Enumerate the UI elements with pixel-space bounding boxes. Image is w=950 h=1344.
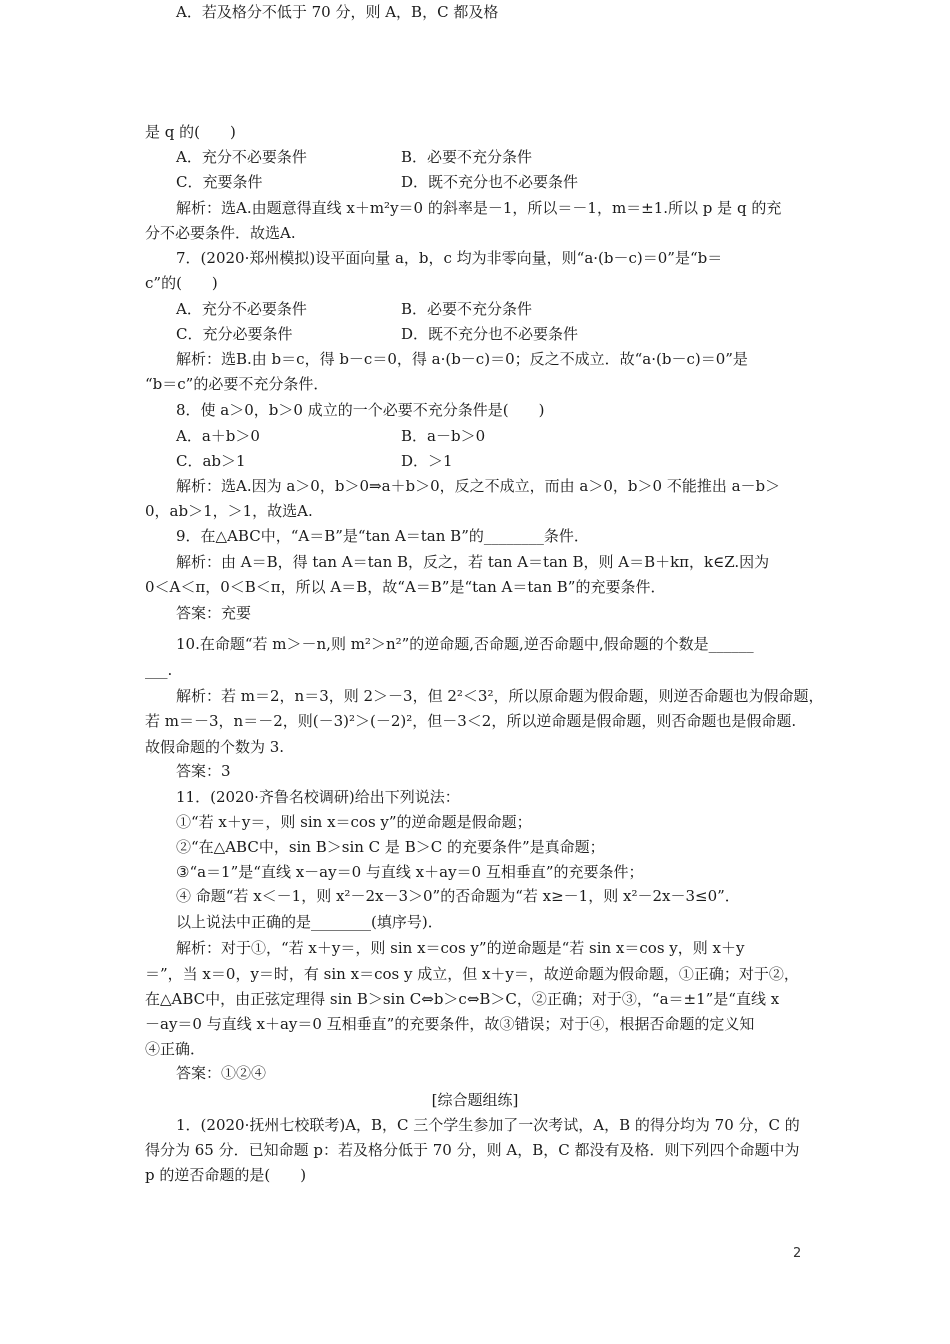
text-line: ④ 命题“若 x＜－1，则 x²－2x－3＞0”的否命题为“若 x≥－1，则 x²－2x－3≤0”． — [176, 887, 740, 905]
text-line: C．ab＞1 — [176, 452, 246, 470]
text-line: 解析：若 m＝2，n＝3，则 2＞－3，但 2²＜3²，所以原命题为假命题，则逆否命题也为假命题， — [176, 687, 824, 705]
text-line: c”的( ) — [145, 274, 218, 292]
text-line: 答案：3 — [176, 762, 231, 780]
page-number: 2 — [793, 1246, 802, 1261]
text-line: C．充分必要条件 — [176, 325, 293, 343]
text-line: B．必要不充分条件 — [401, 148, 533, 166]
text-line: 7．(2020·郑州模拟)设平面向量 a，b，c 均为非零向量，则“a·(b－c)＝0”是“b＝ — [176, 249, 723, 267]
text-line: ＝”，当 x＝0，y＝时，有 sin x＝cos y 成立，但 x＋y＝，故逆命题为假命题，①正确；对于②， — [145, 965, 799, 983]
text-line: 以上说法中正确的是________(填序号)． — [176, 913, 443, 931]
text-line: ___. — [145, 661, 173, 679]
text-line: p 的逆否命题的是( ) — [145, 1166, 307, 1184]
text-line: 得分为 65 分．已知命题 p：若及格分低于 70 分，则 A，B，C 都没有及格．则下列四个命题中为 — [145, 1141, 800, 1159]
text-line: 若 m＝－3，n＝－2，则(－3)²＞(－2)²，但－3＜2，所以逆命题是假命题，则否命题也是假命题. — [145, 712, 797, 730]
text-line: ④正确． — [145, 1040, 206, 1058]
text-line: 答案：①②④ — [176, 1064, 267, 1082]
section-heading: [综合题组练] — [431, 1091, 519, 1109]
text-line: 在△ABC中，由正弦定理得 sin B＞sin C⇔b＞c⇔B＞C，②正确；对于③，“a＝±1”是“直线 x — [145, 990, 780, 1008]
text-line: 0，ab＞1，＞1，故选A. — [145, 502, 313, 520]
text-line: 是 q 的( ) — [145, 123, 236, 141]
text-line: ①“若 x＋y＝，则 sin x＝cos y”的逆命题是假命题； — [176, 813, 532, 831]
text-line: A．充分不必要条件 — [176, 300, 307, 318]
text-line: A．若及格分不低于 70 分，则 A，B，C 都及格 — [176, 3, 499, 21]
text-line: 11．(2020·齐鲁名校调研)给出下列说法： — [176, 788, 460, 806]
text-line: －ay＝0 与直线 x＋ay＝0 互相垂直”的充要条件，故③错误；对于④，根据否命题的定义知 — [145, 1015, 755, 1033]
text-line: 答案：充要 — [176, 604, 252, 622]
text-line: B．必要不充分条件 — [401, 300, 533, 318]
text-line: D．＞1 — [401, 452, 453, 470]
text-line: D．既不充分也不必要条件 — [401, 325, 579, 343]
text-line: 解析：选A.因为 a＞0，b＞0⇒a＋b＞0，反之不成立，而由 a＞0，b＞0 不能推出 a－b＞ — [176, 477, 781, 495]
text-line: 解析：选B.由 b＝c，得 b－c＝0，得 a·(b－c)＝0；反之不成立．故“a·(b－c)＝0”是 — [176, 350, 748, 368]
text-line: C．充要条件 — [176, 173, 263, 191]
text-line: 解析：选A.由题意得直线 x＋m²y＝0 的斜率是－1，所以＝－1，m＝±1.所以 p 是 q 的充 — [176, 199, 782, 217]
text-line: 故假命题的个数为 3. — [145, 738, 285, 756]
text-line: B．a－b＞0 — [401, 427, 486, 445]
text-line: 分不必要条件．故选A. — [145, 224, 296, 242]
text-line: 8．使 a＞0，b＞0 成立的一个必要不充分条件是( ) — [176, 401, 545, 419]
text-line: ③“a＝1”是“直线 x－ay＝0 与直线 x＋ay＝0 互相垂直”的充要条件； — [176, 863, 644, 881]
text-line: “b＝c”的必要不充分条件． — [145, 375, 329, 393]
text-line: 0＜A＜π，0＜B＜π，所以 A＝B，故“A＝B”是“tan A＝tan B”的充要条件． — [145, 578, 666, 596]
text-line: A．a＋b＞0 — [176, 427, 260, 445]
text-line: 1．(2020·抚州七校联考)A，B，C 三个学生参加了一次考试，A，B 的得分均为 70 分，C 的 — [176, 1116, 800, 1134]
text-line: D．既不充分也不必要条件 — [401, 173, 579, 191]
text-line: A．充分不必要条件 — [176, 148, 307, 166]
text-line: 9．在△ABC中，“A＝B”是“tan A＝tan B”的________条件． — [176, 527, 589, 545]
text-line: 解析：对于①，“若 x＋y＝，则 sin x＝cos y”的逆命题是“若 sin x＝cos y，则 x＋y — [176, 939, 745, 957]
text-line: ②“在△ABC中，sin B＞sin C 是 B＞C 的充要条件”是真命题； — [176, 838, 605, 856]
text-line: 解析：由 A＝B，得 tan A＝tan B，反之，若 tan A＝tan B，则 A＝B＋kπ，k∈Z.因为 — [176, 553, 770, 571]
text-line: 10.在命题“若 m＞－n,则 m²＞n²”的逆命题,否命题,逆否命题中,假命题的个数是______ — [176, 635, 754, 653]
